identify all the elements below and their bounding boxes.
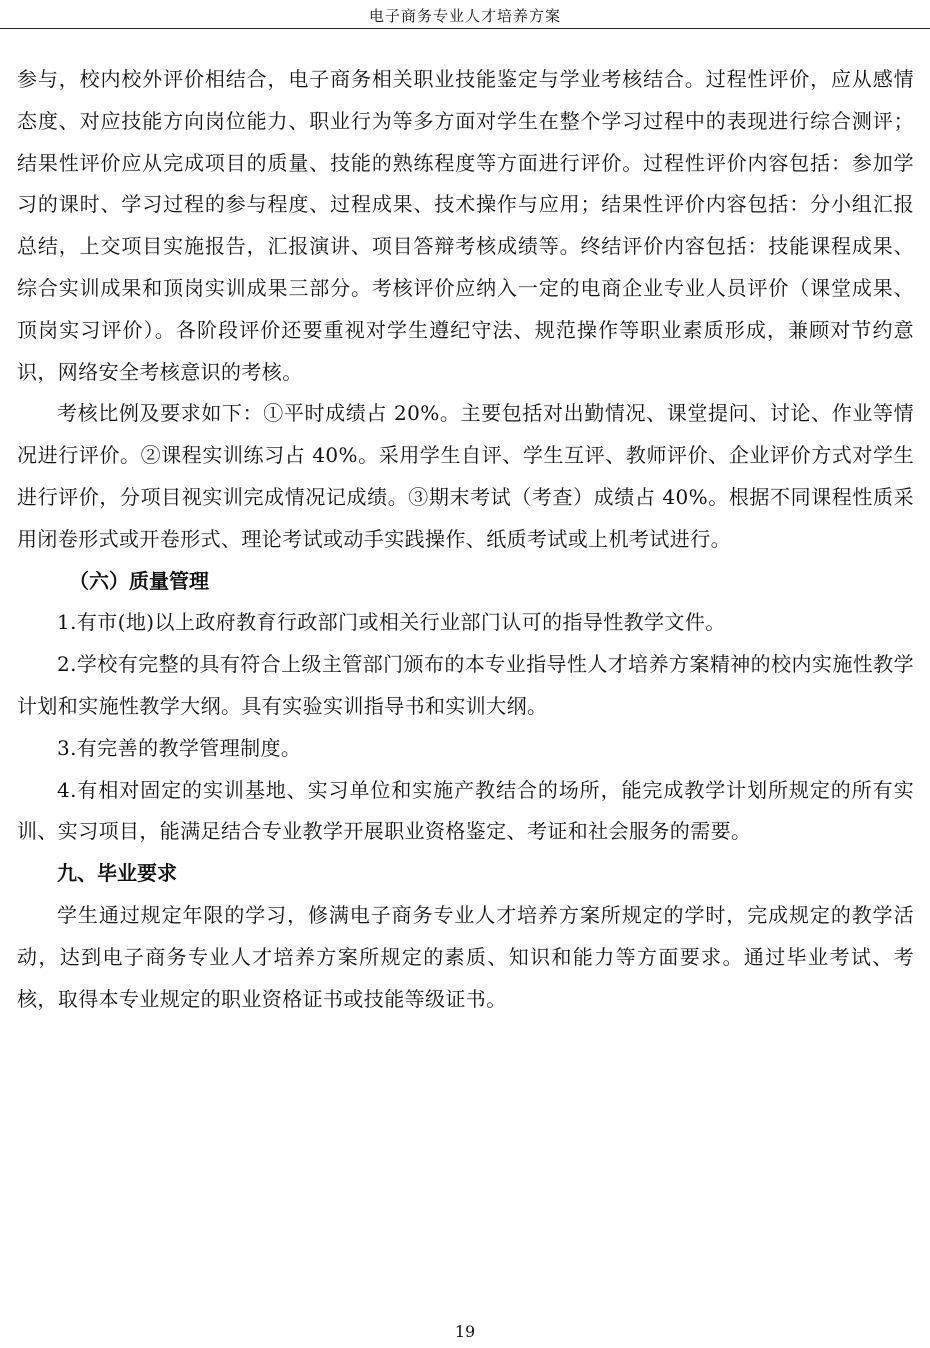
page-header — [0, 0, 930, 29]
quality-item-4: 4.有相对固定的实训基地、实习单位和实施产教结合的场所，能完成教学计划所规定的所有实训、实习项目，能满足结合专业教学开展职业资格鉴定、考证和社会服务的需要。 — [17, 777, 914, 844]
quality-item-3: 3.有完善的教学管理制度。 — [57, 735, 302, 760]
assessment-ratio-paragraph: 考核比例及要求如下：①平时成绩占 20%。主要包括对出勤情况、课堂提问、讨论、作业等情况进行评价。②课程实训练习占 40%。采用学生自评、学生互评、教师评价、企业评价方式对学生进行评价，分项目视实训完成情况记成绩。③期末考试（考查）成绩占 40%。根据不同课程性质采用闭卷形式或开卷形式、理论考试或动手实践操作、纸质考试或上机考试进行。 — [17, 401, 914, 551]
evaluation-paragraph: 参与，校内校外评价相结合，电子商务相关职业技能鉴定与学业考核结合。过程性评价，应从感情态度、对应技能方向岗位能力、职业行为等多方面对学生在整个学习过程中的表现进行综合测评；结果性评价应从完成项目的质量、技能的熟练程度等方面进行评价。过程性评价内容包括：参加学习的课时、学习过程的参与程度、过程成果、技术操作与应用；结果性评价内容包括：分小组汇报总结，上交项目实施报告，汇报演讲、项目答辩考核成绩等。终结评价内容包括：技能课程成果、综合实训成果和顶岗实训成果三部分。考核评价应纳入一定的电商企业专业人员评价（课堂成果、顶岗实习评价）。各阶段评价还要重视对学生遵纪守法、规范操作等职业素质形成，兼顾对节约意识，网络安全考核意识的考核。 — [17, 67, 914, 384]
page-number: 19 — [454, 1322, 476, 1341]
document-title: 电子商务专业人才培养方案 — [368, 7, 561, 25]
section-heading-quality-management: （六）质量管理 — [69, 568, 209, 593]
quality-item-1: 1.有市(地)以上政府教育行政部门或相关行业部门认可的指导性教学文件。 — [57, 610, 726, 635]
graduation-paragraph: 学生通过规定年限的学习，修满电子商务专业人才培养方案所规定的学时，完成规定的教学活动，达到电子商务专业人才培养方案所规定的素质、知识和能力等方面要求。通过毕业考试、考核，取得本专业规定的职业资格证书或技能等级证书。 — [17, 902, 914, 1011]
page-content — [17, 59, 914, 1020]
quality-item-2: 2.学校有完整的具有符合上级主管部门颁布的本专业指导性人才培养方案精神的校内实施性教学计划和实施性教学大纲。具有实验实训指导书和实训大纲。 — [17, 652, 914, 718]
section-heading-graduation: 九、毕业要求 — [57, 861, 177, 886]
